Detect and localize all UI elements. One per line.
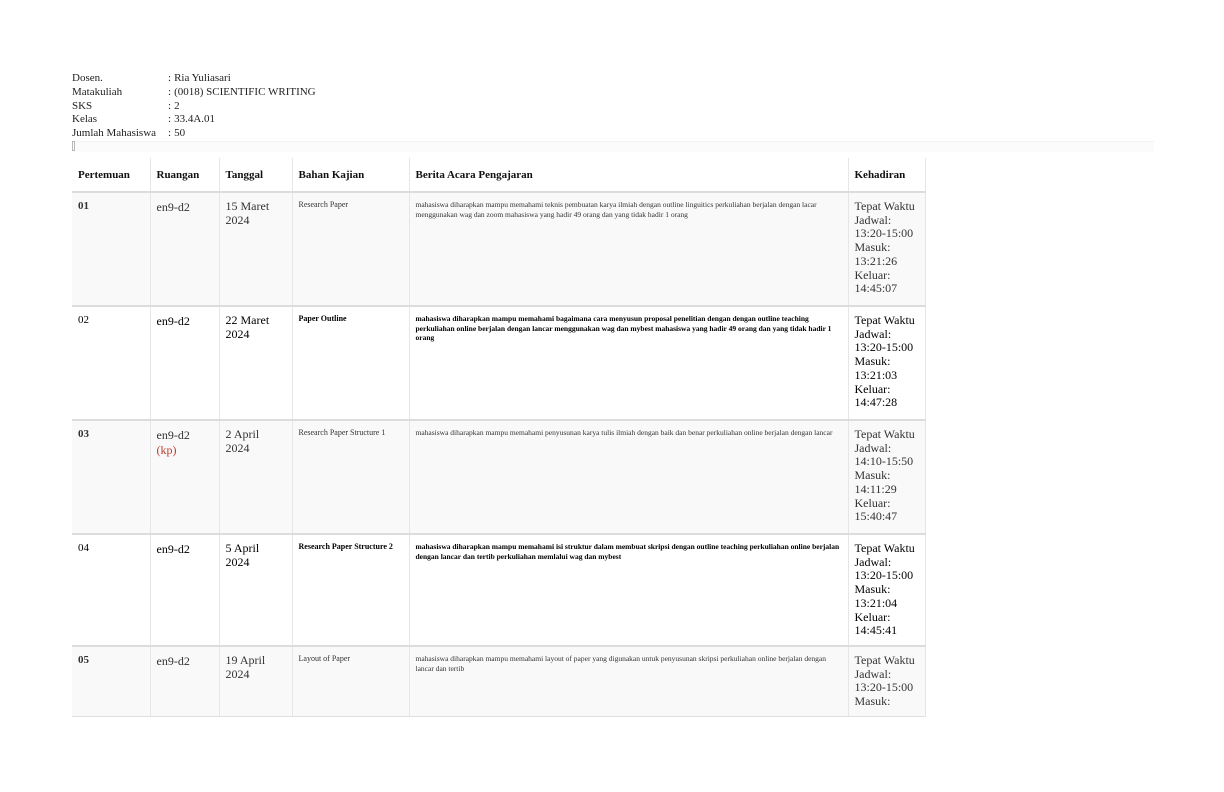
info-separator: : bbox=[168, 85, 172, 98]
schedule-time: 13:20-15:00 bbox=[854, 340, 914, 355]
info-value: 2 bbox=[174, 99, 180, 112]
table-row bbox=[72, 646, 925, 716]
info-separator: : bbox=[168, 127, 172, 140]
attendance-status: Tepat Waktu bbox=[854, 541, 915, 555]
schedule-time: 13:20-15:00 bbox=[854, 568, 914, 583]
topic-cell: Research Paper Structure 2 bbox=[292, 534, 409, 646]
schedule-label: Jadwal: bbox=[854, 440, 892, 455]
info-value: 33.4A.01 bbox=[174, 113, 216, 126]
header-attendance: Kehadiran bbox=[848, 158, 925, 192]
check-out-label: Keluar: bbox=[854, 381, 891, 396]
table-header-row bbox=[72, 158, 925, 192]
topic-cell: Paper Outline bbox=[292, 306, 409, 420]
check-in-label: Masuk: bbox=[854, 694, 891, 709]
room-cell bbox=[150, 192, 219, 306]
attendance-cell bbox=[848, 420, 925, 534]
report-cell: mahasiswa diharapkan mampu memahami teknis pembuatan karya ilmiah dengan outline linguitics perkuliahan berjalan dengan lacar menggunakan wag dan zoom mahasiswa yang hadir 49 orang dan yang tidak hadir 1 orang bbox=[409, 192, 848, 306]
info-value: 50 bbox=[174, 127, 186, 140]
attendance-cell bbox=[848, 192, 925, 306]
info-label: Jumlah Mahasiswa bbox=[72, 127, 157, 140]
attendance-cell bbox=[848, 534, 925, 646]
header-date: Tanggal bbox=[219, 158, 292, 192]
info-label: Dosen. bbox=[72, 72, 103, 84]
room-code: en9-d2 bbox=[156, 314, 190, 328]
check-out-time: 14:45:07 bbox=[854, 281, 898, 296]
schedule-time: 13:20-15:00 bbox=[854, 226, 914, 241]
info-row-course bbox=[72, 86, 316, 100]
schedule-time: 13:20-15:00 bbox=[854, 680, 914, 695]
schedule-time: 14:10-15:50 bbox=[854, 454, 914, 469]
info-row-lecturer bbox=[72, 72, 316, 86]
room-code: en9-d2 bbox=[156, 428, 190, 442]
info-row-students bbox=[72, 127, 316, 141]
date-cell: 22 Maret 2024 bbox=[219, 306, 292, 420]
room-cell bbox=[150, 306, 219, 420]
topic-cell: Research Paper Structure 1 bbox=[292, 420, 409, 534]
schedule-label: Jadwal: bbox=[854, 326, 892, 341]
check-out-label: Keluar: bbox=[854, 609, 891, 624]
info-label: SKS bbox=[72, 99, 93, 112]
room-code: en9-d2 bbox=[156, 654, 190, 668]
room-cell bbox=[150, 420, 219, 534]
report-cell: mahasiswa diharapkan mampu memahami isi struktur dalam membuat skripsi dengan outline teaching perkuliahan online berjalan dengan lancar dan tertib perkuliahan memlalui wag dan mybest bbox=[409, 534, 848, 646]
check-in-time: 13:21:26 bbox=[854, 253, 898, 268]
check-in-label: Masuk: bbox=[854, 468, 891, 483]
report-cell: mahasiswa diharapkan mampu memahami bagaimana cara menyusun proposal penelitian dengan dengan outline teaching perkuliahan online berjalan dengan lancar menggunakan wag dan mybest mahasiswa yang hadir 49 orang dan yang tidak hadir 1 orang bbox=[409, 306, 848, 420]
meeting-number: 01 bbox=[72, 192, 150, 306]
attendance-status: Tepat Waktu bbox=[854, 199, 915, 213]
check-in-time: 14:11:29 bbox=[854, 481, 897, 496]
table-row bbox=[72, 534, 925, 646]
info-value: Ria Yuliasari bbox=[174, 72, 231, 84]
meeting-number: 05 bbox=[72, 646, 150, 716]
check-in-label: Masuk: bbox=[854, 354, 891, 369]
topic-cell: Research Paper bbox=[292, 192, 409, 306]
check-in-label: Masuk: bbox=[854, 582, 891, 597]
placeholder-glyph-icon bbox=[72, 141, 75, 151]
header-room: Ruangan bbox=[150, 158, 219, 192]
check-out-label: Keluar: bbox=[854, 495, 891, 510]
topic-cell: Layout of Paper bbox=[292, 646, 409, 716]
info-label: Kelas bbox=[72, 113, 98, 126]
check-in-label: Masuk: bbox=[854, 240, 891, 255]
schedule-label: Jadwal: bbox=[854, 212, 892, 227]
meeting-number: 04 bbox=[72, 534, 150, 646]
info-separator: : bbox=[168, 99, 172, 112]
table-row bbox=[72, 420, 925, 534]
room-cell bbox=[150, 646, 219, 716]
check-out-time: 14:47:28 bbox=[854, 395, 898, 410]
room-cell bbox=[150, 534, 219, 646]
header-meeting: Pertemuan bbox=[72, 158, 150, 192]
date-cell: 2 April 2024 bbox=[219, 420, 292, 534]
teaching-log-table bbox=[72, 158, 926, 717]
attendance-cell bbox=[848, 306, 925, 420]
check-out-time: 15:40:47 bbox=[854, 509, 898, 524]
attendance-status: Tepat Waktu bbox=[854, 427, 915, 441]
attendance-status: Tepat Waktu bbox=[854, 653, 915, 667]
table-row bbox=[72, 306, 925, 420]
info-row-class bbox=[72, 113, 316, 127]
room-code: en9-d2 bbox=[156, 200, 190, 214]
header-topic: Bahan Kajian bbox=[292, 158, 409, 192]
schedule-label: Jadwal: bbox=[854, 554, 892, 569]
date-cell: 19 April 2024 bbox=[219, 646, 292, 716]
date-cell: 15 Maret 2024 bbox=[219, 192, 292, 306]
course-info bbox=[72, 72, 316, 141]
table-row bbox=[72, 192, 925, 306]
check-in-time: 13:21:04 bbox=[854, 595, 898, 610]
info-value: (0018) SCIENTIFIC WRITING bbox=[174, 85, 316, 98]
schedule-label: Jadwal: bbox=[854, 666, 892, 681]
attendance-cell bbox=[848, 646, 925, 716]
header-teaching-report: Berita Acara Pengajaran bbox=[409, 158, 848, 192]
check-out-time: 14:45:41 bbox=[854, 623, 898, 638]
check-in-time: 13:21:03 bbox=[854, 367, 898, 382]
meeting-number: 02 bbox=[72, 306, 150, 420]
info-separator: : bbox=[168, 72, 172, 84]
attendance-status: Tepat Waktu bbox=[854, 313, 915, 327]
report-cell: mahasiswa diharapkan mampu memahami layout of paper yang digunakan untuk penyusunan skripsi perkuliahan online berjalan dengan lancar dan tertib bbox=[409, 646, 848, 716]
info-row-credits bbox=[72, 100, 316, 114]
room-change-tag: (kp) bbox=[156, 443, 177, 457]
check-out-label: Keluar: bbox=[854, 267, 891, 282]
room-code: en9-d2 bbox=[156, 542, 190, 556]
date-cell: 5 April 2024 bbox=[219, 534, 292, 646]
meeting-number: 03 bbox=[72, 420, 150, 534]
section-divider bbox=[72, 141, 1154, 152]
info-label: Matakuliah bbox=[72, 85, 123, 98]
report-cell: mahasiswa diharapkan mampu memahami penyusunan karya tulis ilmiah dengan baik dan benar perkuliahan online berjalan dengan lancar bbox=[409, 420, 848, 534]
info-separator: : bbox=[168, 113, 172, 126]
